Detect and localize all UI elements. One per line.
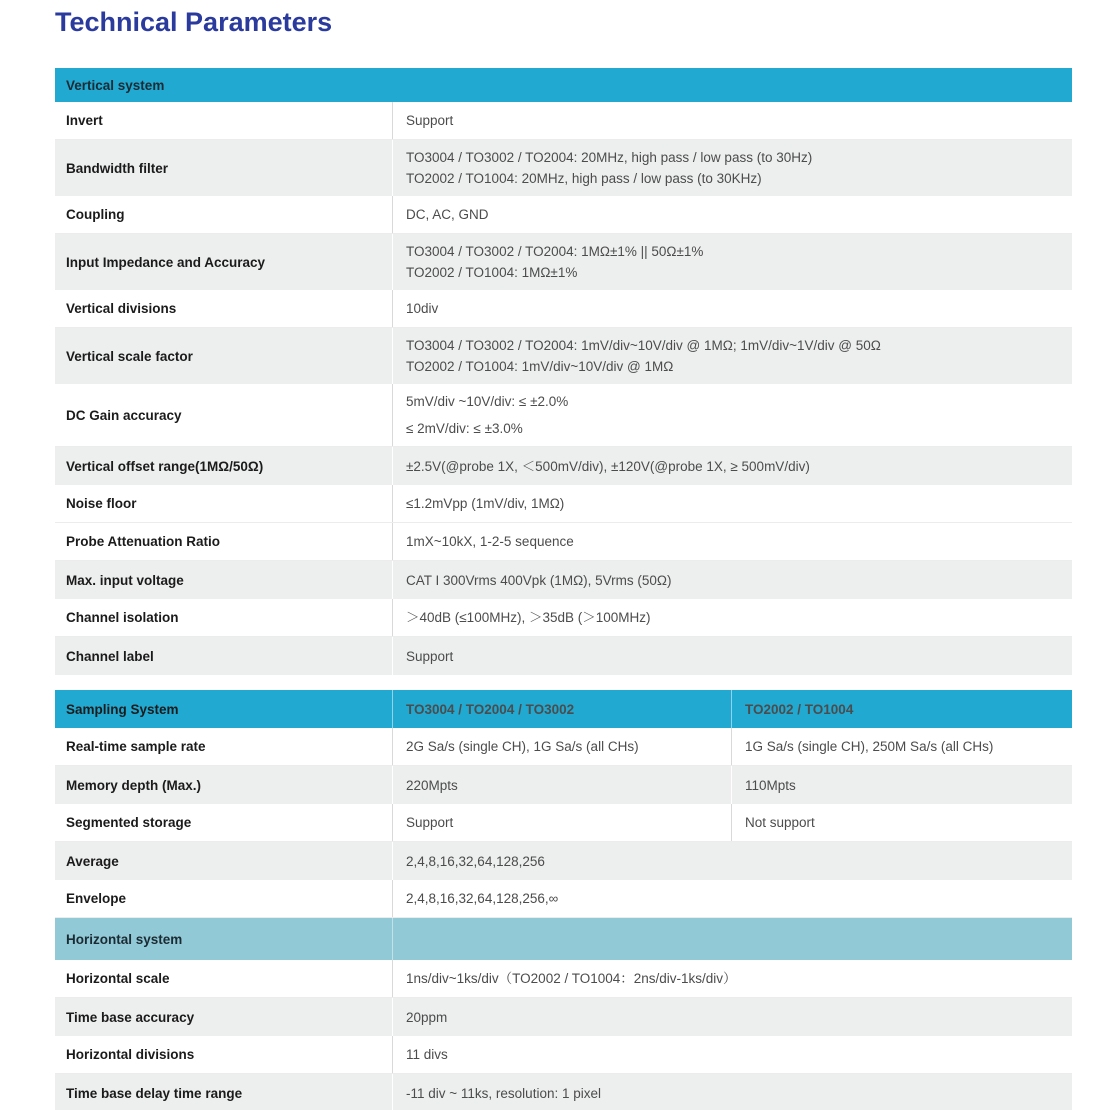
value-line: 2,4,8,16,32,64,128,256,∞ bbox=[406, 891, 559, 906]
row-value bbox=[392, 880, 1072, 917]
row-label: Invert bbox=[66, 113, 103, 128]
row-label: Time base accuracy bbox=[66, 1009, 195, 1025]
row-label: Noise floor bbox=[66, 496, 137, 511]
row-value: Not support bbox=[731, 804, 1072, 841]
value-line: DC, AC, GND bbox=[406, 207, 489, 222]
table-row bbox=[55, 196, 1072, 234]
section-sampling-system bbox=[55, 690, 1072, 918]
table-row bbox=[55, 290, 1072, 328]
row-label: Horizontal scale bbox=[66, 971, 170, 986]
row-value bbox=[392, 384, 1072, 446]
table-row bbox=[55, 328, 1072, 384]
row-label: Probe Attenuation Ratio bbox=[66, 534, 220, 549]
table-row bbox=[55, 728, 1072, 766]
row-label: Bandwidth filter bbox=[66, 160, 168, 176]
value-line: TO2002 / TO1004: 1MΩ±1% bbox=[406, 265, 578, 280]
row-label: Vertical divisions bbox=[66, 301, 177, 316]
table-row bbox=[55, 140, 1072, 196]
value-line: TO3004 / TO3002 / TO2004: 1mV/div~10V/div @ 1MΩ; 1mV/div~1V/div @ 50Ω bbox=[406, 338, 881, 353]
row-value bbox=[392, 102, 1072, 139]
table-row bbox=[55, 804, 1072, 842]
column-header: TO3004 / TO2004 / TO3002 bbox=[392, 690, 731, 728]
row-value bbox=[392, 140, 1072, 196]
column-header: TO2002 / TO1004 bbox=[731, 690, 1072, 728]
row-value bbox=[392, 328, 1072, 384]
row-value: 1G Sa/s (single CH), 250M Sa/s (all CHs) bbox=[731, 728, 1072, 765]
row-value bbox=[392, 196, 1072, 233]
value-line: Support bbox=[406, 113, 454, 128]
row-value bbox=[392, 960, 1072, 997]
row-label: Segmented storage bbox=[66, 815, 192, 830]
row-label: Real-time sample rate bbox=[66, 739, 206, 754]
value-line: -11 div ~ 11ks, resolution: 1 pixel bbox=[406, 1085, 601, 1101]
parameters-table bbox=[55, 68, 1072, 1110]
table-row bbox=[55, 1074, 1072, 1110]
table-row bbox=[55, 384, 1072, 447]
section-header-vertical-system bbox=[55, 68, 1072, 102]
row-value bbox=[392, 998, 1072, 1036]
value-line: 20ppm bbox=[406, 1009, 448, 1025]
table-row bbox=[55, 960, 1072, 998]
value-line: TO2002 / TO1004: 1mV/div~10V/div @ 1MΩ bbox=[406, 359, 674, 374]
table-row bbox=[55, 637, 1072, 675]
table-row bbox=[55, 998, 1072, 1036]
value-line: 1mX~10kX, 1-2-5 sequence bbox=[406, 534, 574, 549]
value-line: ±2.5V(@probe 1X, ＜500mV/div), ±120V(@probe 1X, ≥ 500mV/div) bbox=[406, 458, 810, 474]
table-row bbox=[55, 523, 1072, 561]
row-value bbox=[392, 447, 1072, 485]
value-line: 10div bbox=[406, 301, 439, 316]
row-label: Memory depth (Max.) bbox=[66, 777, 202, 793]
row-value bbox=[392, 1036, 1072, 1073]
section-horizontal-system bbox=[55, 918, 1072, 1110]
row-label: Time base delay time range bbox=[66, 1085, 243, 1101]
table-row bbox=[55, 561, 1072, 599]
value-line: 1ns/div~1ks/div（TO2002 / TO1004：2ns/div-1ks/div） bbox=[406, 971, 737, 986]
value-line: CAT I 300Vrms 400Vpk (1MΩ), 5Vrms (50Ω) bbox=[406, 572, 672, 588]
row-value bbox=[392, 523, 1072, 560]
row-value bbox=[392, 561, 1072, 599]
table-row bbox=[55, 766, 1072, 804]
row-label: Average bbox=[66, 853, 119, 869]
value-line: TO2002 / TO1004: 20MHz, high pass / low pass (to 30KHz) bbox=[406, 171, 762, 186]
section-header-sampling-system bbox=[55, 690, 1072, 728]
section-header-horizontal-system bbox=[55, 918, 1072, 960]
row-value bbox=[392, 842, 1072, 880]
value-line: ≤1.2mVpp (1mV/div, 1MΩ) bbox=[406, 496, 565, 511]
row-value bbox=[392, 290, 1072, 327]
row-label: Max. input voltage bbox=[66, 572, 184, 588]
row-value bbox=[392, 1074, 1072, 1110]
table-row bbox=[55, 1036, 1072, 1074]
page-title: Technical Parameters bbox=[55, 7, 333, 37]
row-value bbox=[392, 234, 1072, 290]
row-label: Channel isolation bbox=[66, 610, 179, 625]
value-line: 2,4,8,16,32,64,128,256 bbox=[406, 853, 545, 869]
value-line: ＞40dB (≤100MHz), ＞35dB (＞100MHz) bbox=[406, 610, 651, 625]
value-line: 11 divs bbox=[406, 1047, 448, 1062]
table-row bbox=[55, 880, 1072, 918]
row-label: Horizontal divisions bbox=[66, 1047, 195, 1062]
row-value bbox=[392, 637, 1072, 675]
row-label: Vertical offset range(1MΩ/50Ω) bbox=[66, 458, 264, 474]
section-title: Sampling System bbox=[66, 701, 179, 717]
table-row bbox=[55, 102, 1072, 140]
row-value: 220Mpts bbox=[392, 766, 731, 804]
section-title: Vertical system bbox=[66, 77, 165, 93]
section-vertical-system bbox=[55, 68, 1072, 675]
value-line: Support bbox=[406, 648, 454, 664]
table-row bbox=[55, 447, 1072, 485]
row-value bbox=[392, 485, 1072, 522]
row-value: 110Mpts bbox=[731, 766, 1072, 804]
value-line: 5mV/div ~10V/div: ≤ ±2.0% bbox=[406, 394, 569, 409]
row-label: Coupling bbox=[66, 207, 125, 222]
value-line: TO3004 / TO3002 / TO2004: 1MΩ±1% || 50Ω±1% bbox=[406, 244, 704, 259]
table-row bbox=[55, 485, 1072, 523]
row-label: Input Impedance and Accuracy bbox=[66, 254, 266, 270]
section-title: Horizontal system bbox=[66, 931, 183, 947]
row-value: 2G Sa/s (single CH), 1G Sa/s (all CHs) bbox=[392, 728, 731, 765]
table-row bbox=[55, 234, 1072, 290]
row-label: Channel label bbox=[66, 648, 154, 664]
table-row bbox=[55, 842, 1072, 880]
row-label: DC Gain accuracy bbox=[66, 407, 182, 423]
value-line: ≤ 2mV/div: ≤ ±3.0% bbox=[406, 421, 523, 436]
value-line: TO3004 / TO3002 / TO2004: 20MHz, high pass / low pass (to 30Hz) bbox=[406, 150, 813, 165]
row-label: Envelope bbox=[66, 891, 127, 906]
row-value bbox=[392, 599, 1072, 636]
row-value: Support bbox=[392, 804, 731, 841]
table-row bbox=[55, 599, 1072, 637]
row-label: Vertical scale factor bbox=[66, 348, 193, 364]
